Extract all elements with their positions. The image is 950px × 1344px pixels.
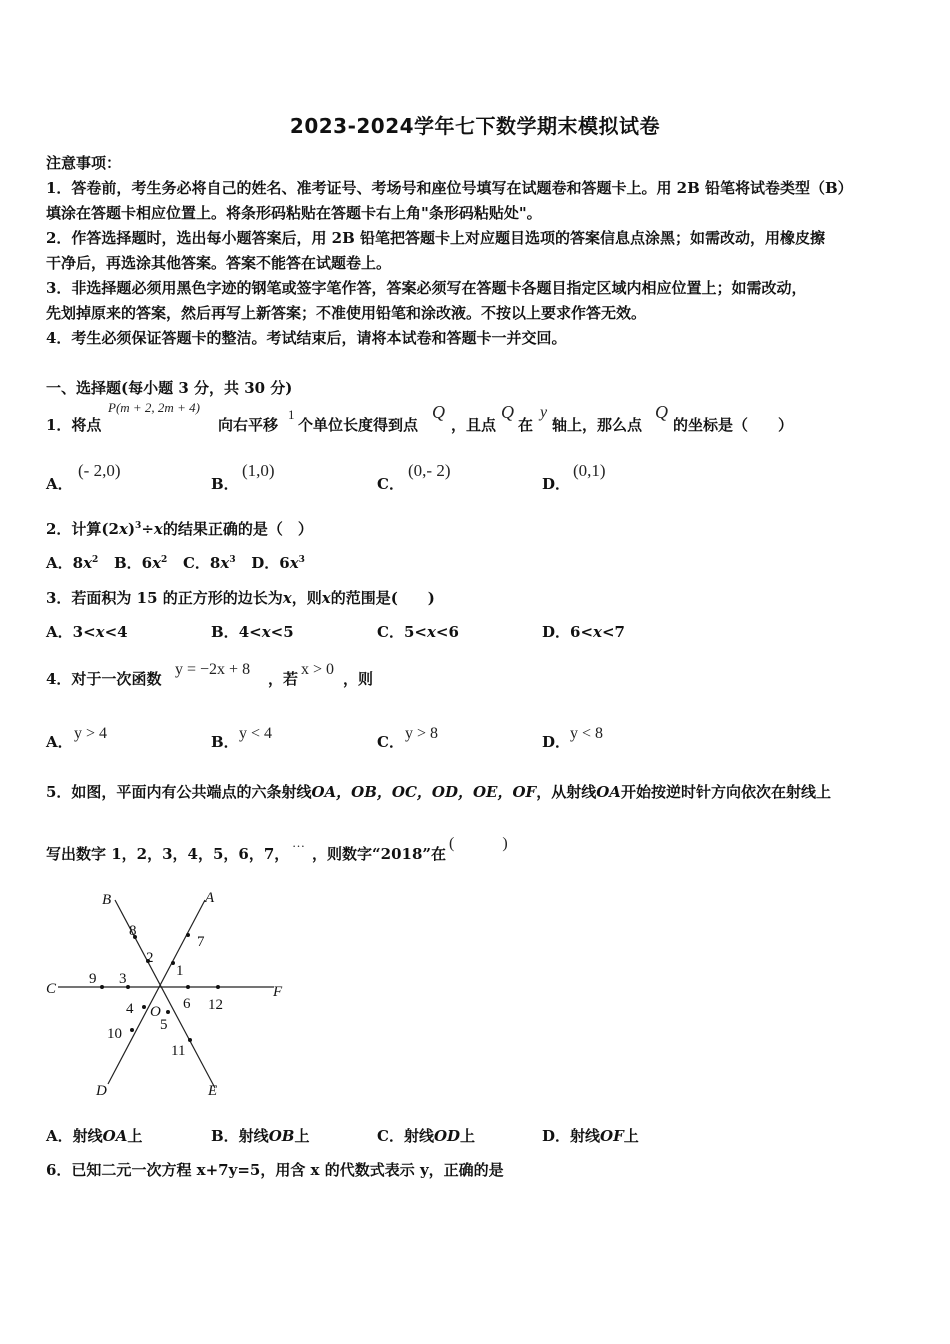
q5-option-b-label: B．射线: [211, 1127, 269, 1145]
q2-x: x: [593, 623, 602, 641]
label-B: B: [102, 892, 112, 908]
num-4: 4: [126, 1001, 134, 1017]
point-4: [142, 1005, 146, 1009]
q1-Q: Q: [432, 402, 445, 422]
q1-y: y: [540, 404, 548, 421]
q5-answer-paren: ( ): [449, 835, 508, 852]
point-10: [130, 1028, 134, 1032]
q5-option-a-suffix: 上: [127, 1127, 143, 1145]
num-2: 2: [146, 950, 154, 966]
q4-option-d-value: y < 8: [570, 725, 604, 742]
rays-figure: [40, 880, 300, 1100]
q3-option-d-left: 6<: [570, 623, 594, 641]
q2-x: x: [321, 589, 331, 607]
num-5: 5: [160, 1017, 168, 1033]
exam-title: 2023-2024学年七下数学期末模拟试卷: [289, 114, 661, 138]
q4-condition: x > 0: [301, 661, 335, 678]
q1-text-3: 个单位长度得到点: [298, 416, 419, 434]
point-6: [186, 985, 190, 989]
q3-option-c-left: 5<: [403, 623, 427, 641]
q2-exp: 2: [92, 555, 99, 565]
q3-option-d-right: <7: [601, 623, 625, 641]
q4-option-b-value: y < 4: [239, 725, 273, 742]
q2-text: [46, 518, 313, 539]
q2-x: x: [153, 520, 163, 538]
q1-option-d-label: D．: [542, 475, 571, 493]
q5-option-d-label: D．射线: [542, 1127, 601, 1145]
q1-Q: Q: [655, 402, 668, 422]
q4-option-b-label: B．: [211, 733, 239, 751]
q1-option-a-value: (- 2,0): [78, 461, 121, 480]
label-E: E: [208, 1083, 218, 1099]
point-1: [171, 961, 175, 965]
q5-text-4: 写出数字 1，2，3，4，5，6，7，: [46, 845, 290, 863]
num-9: 9: [89, 971, 97, 987]
q1-option-a-label: A．: [46, 475, 73, 493]
q3-option-d-label: D．: [542, 623, 571, 641]
q2-options: [46, 552, 305, 573]
q1-Q: Q: [501, 402, 514, 422]
q3-text-1: 3．若面积为 15 的正方形的边长为: [46, 589, 283, 607]
q3-text-2: ，则: [291, 589, 322, 607]
q1-option-b-value: (1,0): [242, 461, 275, 480]
num-8: 8: [129, 923, 137, 939]
q5-option-d-ray: OF: [600, 1127, 624, 1145]
q2-x: x: [261, 623, 271, 641]
point-11: [188, 1038, 192, 1042]
q1-text-7: 的坐标是（ ）: [673, 416, 794, 434]
q2-exp: 3: [229, 555, 236, 565]
q2-x: x: [220, 554, 230, 572]
q2-option-d: D．6: [251, 554, 290, 572]
q5-option-a-label: A．射线: [46, 1127, 103, 1145]
q2-text-4: 的结果正确的是（ ）: [162, 520, 313, 538]
notice-line: 4．考生必须保证答题卡的整洁。考试结束后，请将本试卷和答题卡一并交回。: [46, 329, 567, 347]
num-1: 1: [176, 963, 184, 979]
q5-rays: OA，OB，OC，OD，OE，OF: [311, 783, 537, 801]
num-3: 3: [119, 971, 127, 987]
q1-n: 1: [288, 407, 295, 422]
q4-function: y = −2x + 8: [175, 661, 251, 678]
q5-option-d: [542, 1125, 639, 1146]
q2-text-1: 2．计算(2: [46, 520, 119, 538]
q2-x: x: [426, 623, 436, 641]
q5-option-b: [211, 1125, 309, 1146]
q4-text-1: 4．对于一次函数: [46, 670, 162, 688]
num-12: 12: [208, 997, 223, 1013]
q5-text-1: 5．如图，平面内有公共端点的六条射线: [46, 783, 312, 801]
num-10: 10: [107, 1026, 122, 1042]
ray-oa-od-line: [108, 900, 205, 1084]
notice-line: 先划掉原来的答案，然后再写上新答案；不准使用铅笔和涂改液。不按以上要求作答无效。: [46, 304, 647, 322]
label-F: F: [273, 984, 283, 1000]
q2-exp: 3: [135, 521, 142, 531]
q5-line-1: [46, 781, 831, 802]
q5-option-b-suffix: 上: [294, 1127, 310, 1145]
q5-text-5: ，则数字“2018”在: [312, 845, 447, 863]
q2-x: x: [282, 589, 292, 607]
label-D: D: [96, 1083, 107, 1099]
q5-text-3: 开始按逆时针方向依次在射线上: [620, 783, 831, 801]
q5-option-c-suffix: 上: [460, 1127, 476, 1145]
label-A: A: [205, 890, 215, 906]
q5-oa: OA: [596, 783, 621, 801]
q5-option-d-suffix: 上: [623, 1127, 639, 1145]
notice-line: 干净后，再选涂其他答案。答案不能答在试题卷上。: [46, 254, 392, 272]
num-7: 7: [197, 934, 205, 950]
q5-option-a-ray: OA: [102, 1127, 128, 1145]
q2-option-b: B．6: [113, 554, 153, 572]
q3-text-3: 的范围是( ): [330, 589, 435, 607]
q3-option-d: [542, 621, 625, 642]
q1-text-6: 轴上，那么点: [552, 416, 643, 434]
q2-x: x: [152, 554, 162, 572]
q3-option-b-label: B．: [211, 623, 239, 641]
q5-option-c: [377, 1125, 475, 1146]
q3-option-b-right: <5: [270, 623, 294, 641]
q4-option-a-value: y > 4: [74, 725, 108, 742]
notice-line: 填涂在答题卡相应位置上。将条形码粘贴在答题卡右上角"条形码粘贴处"。: [46, 204, 542, 222]
point-7: [186, 933, 190, 937]
q5-option-c-label: C．射线: [377, 1127, 434, 1145]
q3-text: [46, 587, 435, 608]
q2-x: x: [83, 554, 93, 572]
q2-text-3: ÷: [141, 520, 154, 538]
num-11: 11: [171, 1043, 186, 1059]
q2-text-2: ): [127, 520, 136, 538]
q1-text-5: 在: [518, 416, 534, 434]
notice-line: 1．答卷前，考生务必将自己的姓名、准考证号、考场号和座位号填写在试题卷和答题卡上。用 2B 铅笔将试卷类型（B）: [46, 179, 853, 197]
q3-option-b: [211, 621, 294, 642]
q1-text-2: 向右平移: [218, 416, 279, 434]
q2-exp: 3: [298, 555, 305, 565]
label-O: O: [150, 1004, 161, 1020]
q2-option-c: C．8: [182, 554, 221, 572]
q1-text-4: ，且点: [451, 416, 497, 434]
notice-line: 3．非选择题必须用黑色字迹的钢笔或签字笔作答，答案必须写在答题卡各题目指定区域内相应位置上；如需改动，: [46, 279, 807, 297]
q4-option-a-label: A．: [46, 733, 73, 751]
q3-option-c-right: <6: [435, 623, 459, 641]
q5-option-c-ray: OD: [433, 1127, 461, 1145]
q2-x: x: [95, 623, 105, 641]
q4-option-c-label: C．: [377, 733, 404, 751]
q2-x: x: [118, 520, 128, 538]
q2-exp: 2: [161, 555, 168, 565]
num-6: 6: [183, 996, 191, 1012]
q3-option-b-left: 4<: [238, 623, 262, 641]
section-heading: 一、选择题(每小题 3 分，共 30 分): [46, 379, 293, 397]
point-9: [100, 985, 104, 989]
q5-ellipsis: …: [292, 835, 305, 850]
q1-point: P(m + 2, 2m + 4): [108, 400, 200, 415]
q1-option-d-value: (0,1): [573, 461, 606, 480]
q3-option-a-label: A．: [46, 623, 73, 641]
notice-line: 2．作答选择题时，选出每小题答案后，用 2B 铅笔把答题卡上对应题目选项的答案信息点涂黑；如需改动，用橡皮擦: [46, 229, 826, 247]
q6-text: 6．已知二元一次方程 x+7y=5，用含 x 的代数式表示 y，正确的是: [46, 1161, 504, 1179]
point-12: [216, 985, 220, 989]
q1-text-1: 1．将点: [46, 416, 102, 434]
q5-option-a: [46, 1125, 142, 1146]
q3-option-c: [377, 621, 459, 642]
q1-option-c-value: (0,- 2): [408, 461, 451, 480]
q1-option-b-label: B．: [211, 475, 239, 493]
q4-option-d-label: D．: [542, 733, 571, 751]
q3-option-c-label: C．: [377, 623, 404, 641]
point-3: [126, 985, 130, 989]
q2-option-a: A．8: [46, 554, 84, 572]
q3-option-a-left: 3<: [72, 623, 96, 641]
label-C: C: [46, 981, 57, 997]
notice-heading: 注意事项：: [46, 154, 122, 172]
point-5: [166, 1010, 170, 1014]
q3-option-a-right: <4: [104, 623, 128, 641]
q4-text-2: ，若: [268, 670, 299, 688]
q4-text-3: ，则: [343, 670, 374, 688]
q3-option-a: [46, 621, 128, 642]
q4-option-c-value: y > 8: [405, 725, 439, 742]
q5-option-b-ray: OB: [268, 1127, 295, 1145]
q2-x: x: [289, 554, 299, 572]
q5-text-2: ，从射线: [536, 783, 597, 801]
q1-option-c-label: C．: [377, 475, 404, 493]
